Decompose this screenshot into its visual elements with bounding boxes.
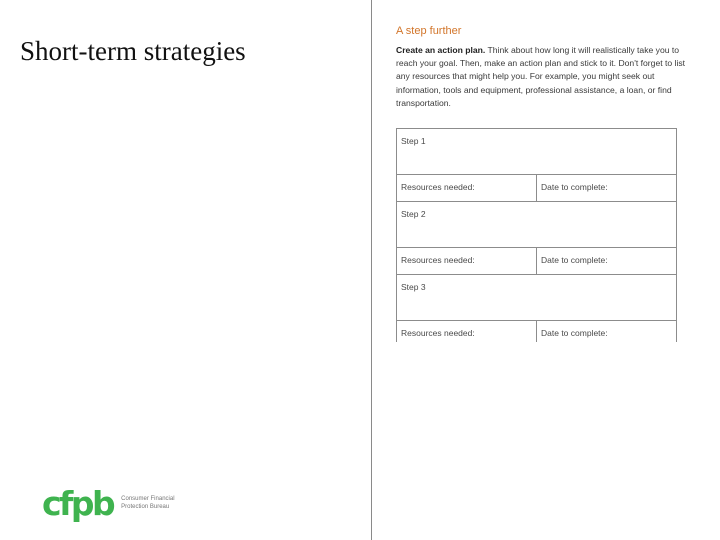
resources-label: Resources needed:: [401, 255, 475, 265]
date-cell: [537, 321, 677, 343]
step-label: Step 3: [401, 282, 426, 292]
cfpb-logo: [42, 484, 175, 523]
worksheet-heading: A step further: [396, 25, 462, 37]
step-label: Step 2: [401, 209, 426, 219]
step-2-cell: [397, 202, 677, 248]
action-plan-table: [396, 128, 677, 342]
logo-line-1: Consumer Financial: [121, 496, 175, 502]
slide-title: Short-term strategies: [20, 36, 246, 66]
step-3-cell: [397, 275, 677, 321]
step-label: Step 1: [401, 136, 426, 146]
step-1-cell: [397, 129, 677, 175]
resources-cell: [397, 175, 537, 202]
intro-text: Think about how long it will realistically take you to reach your goal. Then, make an action plan and stick to it. Don't forget to list any resources that might help you. For example, you might seek out information, tools and equipment, professional assistance, a loan, or find transportation.: [396, 45, 686, 108]
date-label: Date to complete:: [541, 182, 608, 192]
date-cell: [537, 175, 677, 202]
cfpb-logo-text: [121, 496, 174, 511]
logo-line-2: Protection Bureau: [121, 503, 170, 510]
resources-label: Resources needed:: [401, 182, 475, 192]
cfpb-logo-mark: cfpb: [42, 484, 114, 523]
resources-cell: [397, 321, 537, 343]
date-label: Date to complete:: [541, 328, 608, 338]
intro-bold: Create an action plan.: [396, 45, 486, 55]
resources-label: Resources needed:: [401, 328, 475, 338]
resources-cell: [397, 248, 537, 275]
date-label: Date to complete:: [541, 255, 608, 265]
date-cell: [537, 248, 677, 275]
worksheet-intro: [396, 44, 696, 110]
worksheet-page: [371, 0, 720, 540]
